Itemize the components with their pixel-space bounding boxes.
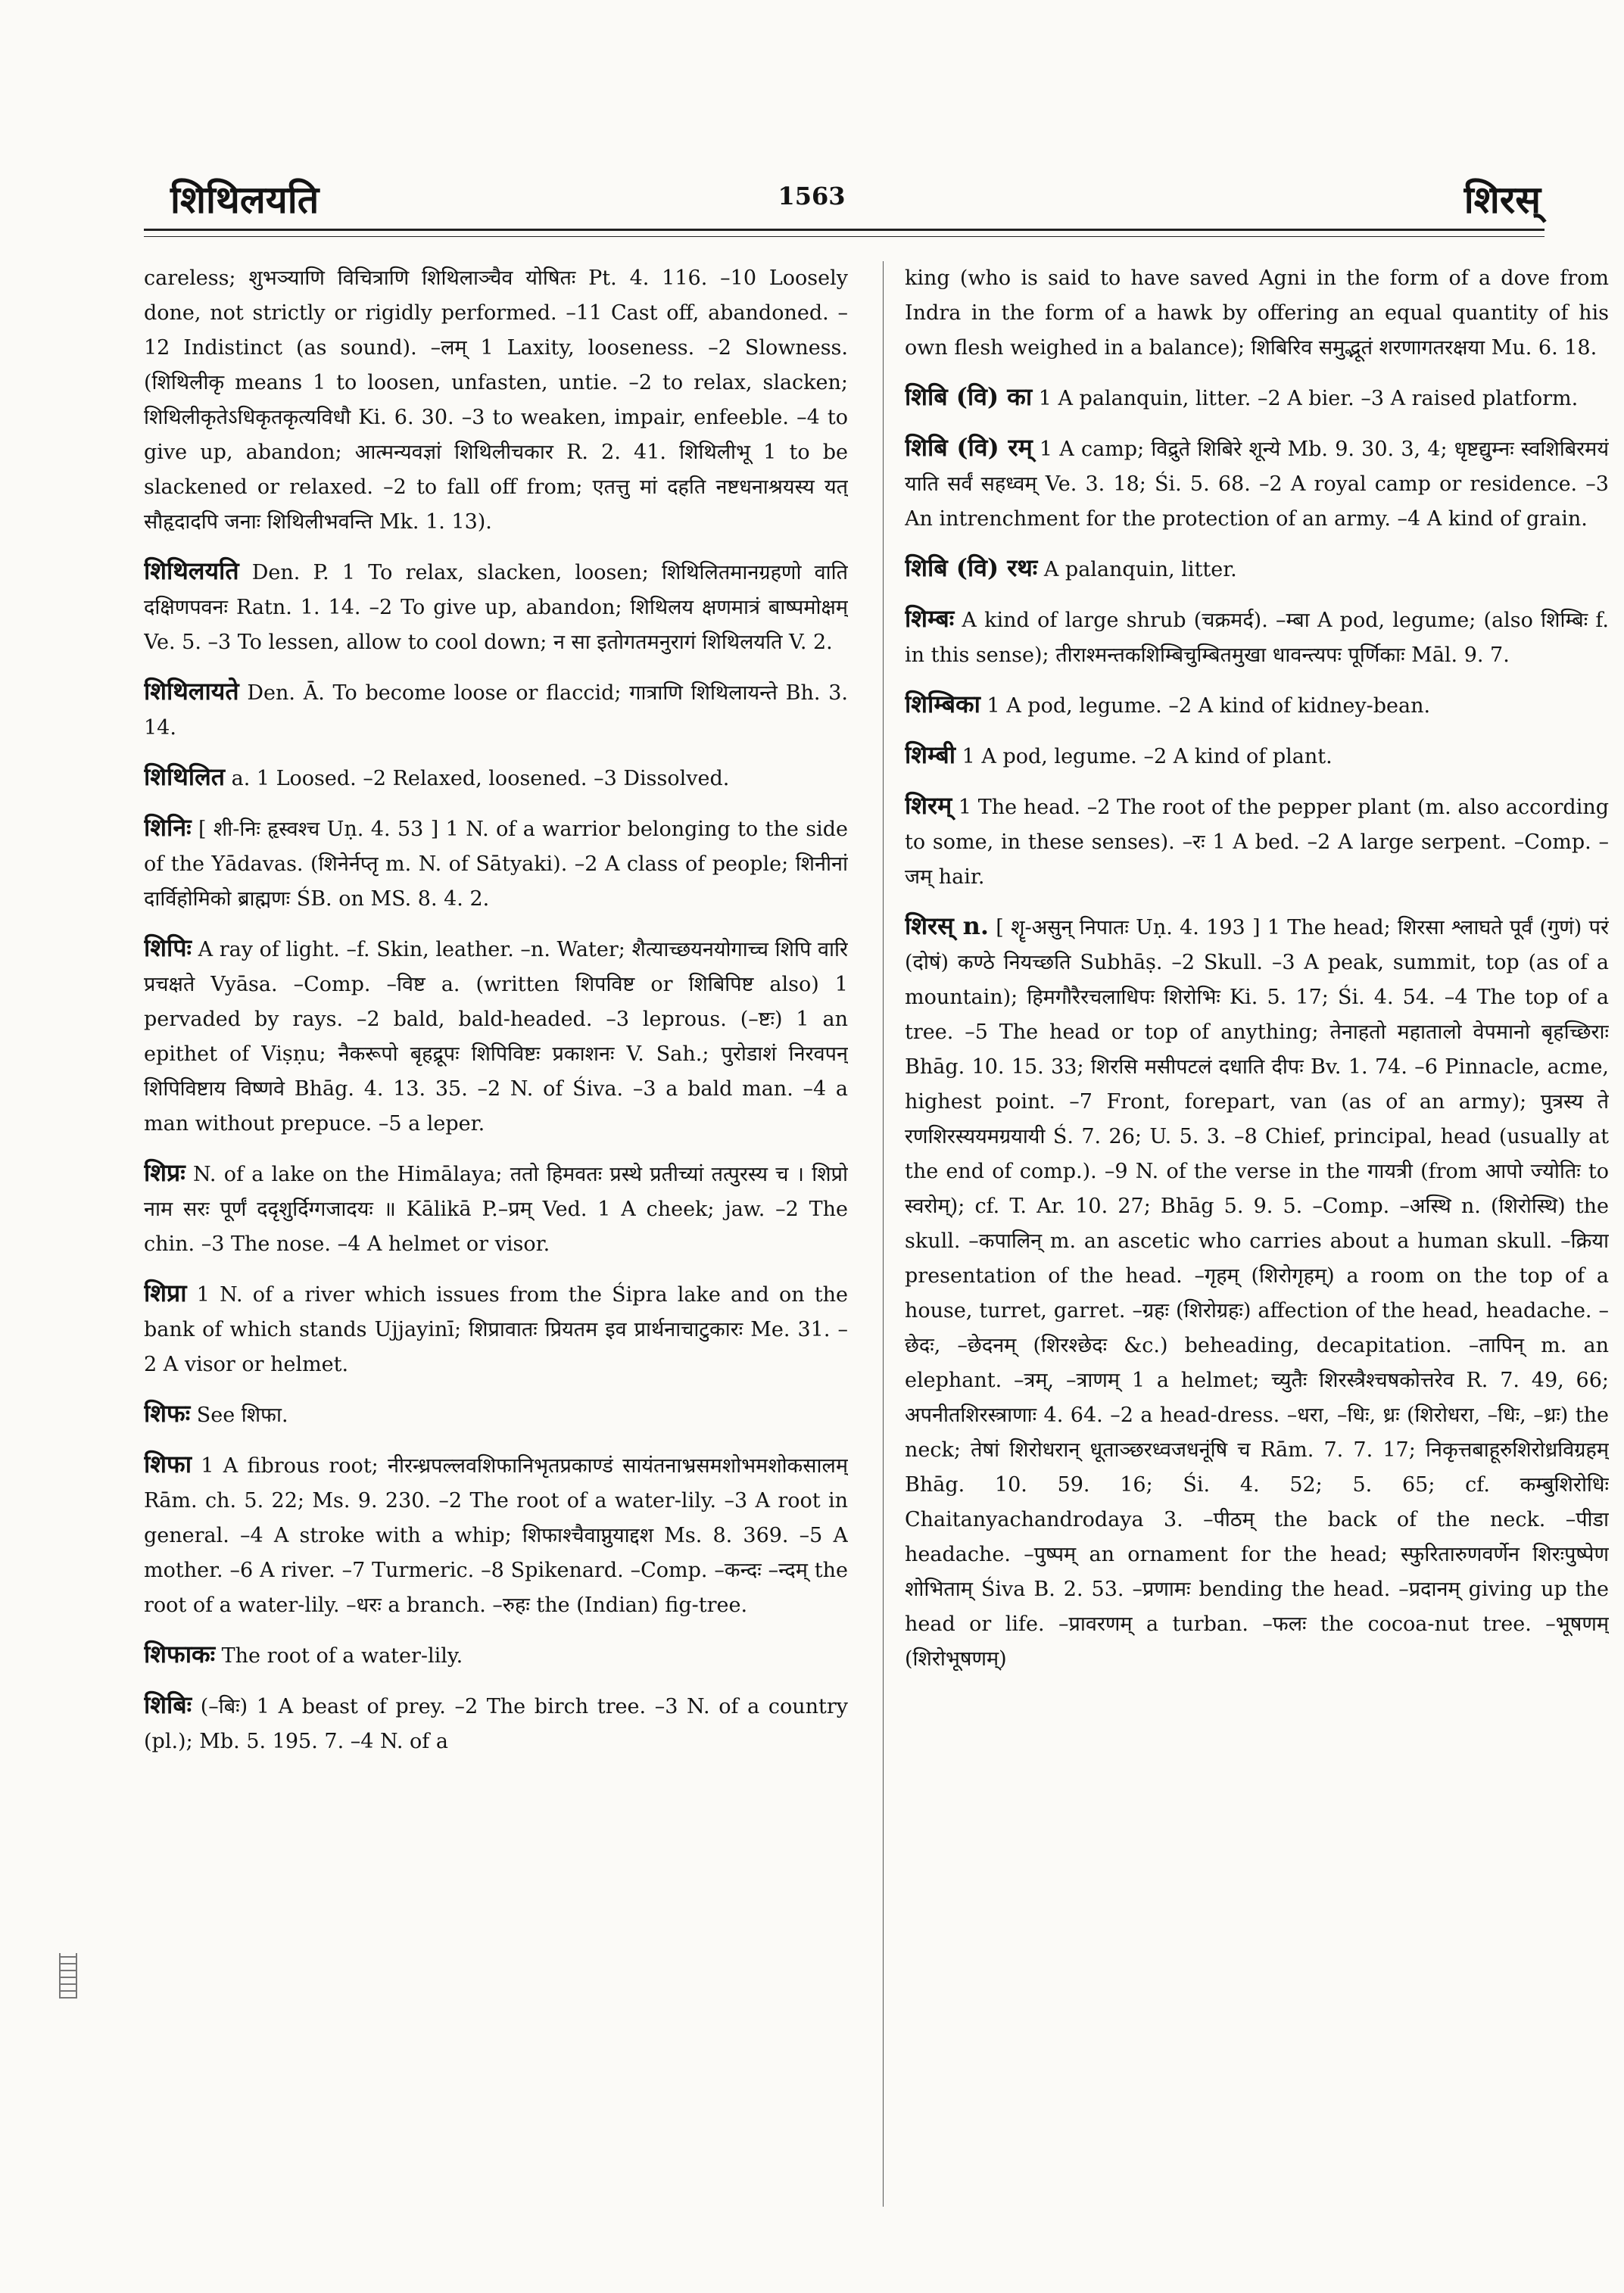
dictionary-entry [905,687,1609,724]
entry-body: a. 1 Loosed. –2 Relaxed, loosened. –3 Dissolved. [225,767,730,790]
entry-headword: शिरम् [905,791,952,820]
left-continuation: careless; शुभञ्याणि विचित्राणि शिथिलाञ्चैव योषितः Pt. 4. 116. –10 Loosely done, not strictly or rigidly performed. –11 Cast off, abandoned. –12 Indistinct (as sound). –लम् 1 Laxity, looseness. –2 Slowness. (शिथिलीकृ means 1 to loosen, unfasten, untie. –2 to relax, slacken; शिथिलीकृतेऽधिकृतकृत्यविधौ Ki. 6. 30. –3 to weaken, impair, enfeeble. –4 to give up, abandon; आत्मन्यवज्ञां शिथिलीचकार R. 2. 41. शिथिलीभू 1 to be slackened or relaxed. –2 to fall off from; एतत्तु मां दहति नष्टधनाश्रयस्य यत् सौहृदादपि जनाः शिथिलीभवन्ति Mk. 1. 13). [144,266,848,534]
dictionary-entry [144,1276,848,1382]
margin-mark [59,1953,77,1999]
dictionary-entry [905,788,1609,895]
entry-headword: शिबि (वि) का [905,382,1033,411]
entry-body: 1 A camp; विद्रुते शिबिरे शून्ये Mb. 9. 30. 3, 4; धृष्टद्युम्नः स्वशिबिरमयं याति सर्वं सहध्वम् Ve. 3. 18; Śi. 5. 68. –2 A royal camp or residence. –3 An intrenchment for the protection of an army. –4 A kind of grain. [905,438,1609,531]
entry-headword: शिप्रा [144,1279,187,1307]
right-continuation: king (who is said to have saved Agni in the form of a dove from Indra in the form of a hawk by offering an equal quantity of his own flesh weighed in a balance); शिबिरिव समुद्भूतं शरणागतरक्षया Mu. 6. 18. [905,266,1609,360]
entry-body: 1 A palanquin, litter. –2 A bier. –3 A raised platform. [1032,387,1579,410]
entry-headword: शिबि (वि) रम् [905,433,1033,462]
entry-headword: शिथिलयति [144,556,239,585]
entry-headword: शिफः [144,1399,191,1428]
entry-body: Den. P. 1 To relax, slacken, loosen; शिथिलितमानग्रहणो वाति दक्षिणपवनः Ratn. 1. 14. –2 To give up, abandon; शिथिलय क्षणमात्रं बाष्पमोक्षम् Ve. 5. –3 To lessen, allow to cool down; न सा इतोगतमनुरागं शिथिलयति V. 2. [144,561,848,654]
dictionary-entry [905,601,1609,673]
entry-body: (–बिः) 1 A beast of prey. –2 The birch tree. –3 N. of a country (pl.); Mb. 5. 195. 7. –4 N. of a [144,1695,848,1753]
dictionary-entry [144,930,848,1142]
entry-body: A kind of large shrub (चक्रमर्द). –म्बा A pod, legume; (also शिम्बिः f. in this sense); तीराश्मन्तकशिम्बिचुम्बितमुखा धावन्त्यपः पूर्णिकाः Māl. 9. 7. [905,609,1609,667]
entry-headword: शिबिः [144,1690,192,1719]
dictionary-entry [144,674,848,746]
page-header [0,0,1624,227]
header-rule-thick [144,229,1545,231]
dictionary-entry [144,1155,848,1262]
dictionary-entry [144,810,848,917]
entry-body: The root of a water-lily. [215,1644,463,1668]
entry-body: 1 The head. –2 The root of the pepper plant (m. also according to some, in these senses). –रः 1 A bed. –2 A large serpent. –Comp. –जम् hair. [905,796,1609,889]
dictionary-entry [144,1447,848,1623]
entry-body: [ शॄ-असुन् निपातः Uṇ. 4. 193 ] 1 The head; शिरसा श्लाघते पूर्वं (गुणं) परं (दोषं) कण्ठे नियच्छति Subhāṣ. –2 Skull. –3 A peak, summit, top (as of a mountain); हिमगौरैरचलाधिपः शिरोभिः Ki. 5. 17; Śi. 4. 54. –4 The top of a tree. –5 The head or top of anything; तेनाहतो महातालो वेपमानो बृहच्छिराः Bhāg. 10. 15. 33; शिरसि मसीपटलं दधाति दीपः Bv. 1. 74. –6 Pinnacle, acme, highest point. –7 Front, forepart, van (as of an army); पुत्रस्य ते रणशिरस्ययमग्रयायी Ś. 7. 26; U. 5. 3. –8 Chief, principal, head (usually at the end of comp.). –9 N. of the verse in the गायत्री (from आपो ज्योतिः to स्वरोम्); cf. T. Ar. 10. 27; Bhāg 5. 9. 5. –Comp. –अस्थि n. (शिरोस्थि) the skull. –कपालिन् m. an ascetic who carries about a human skull. –क्रिया presentation of the head. –गृहम् (शिरोगृहम्) a room on the top of a house, turret, garret. –ग्रहः (शिरोग्रहः) affection of the head, headache. –छेदः, –छेदनम् (शिरश्छेदः &c.) beheading, decapitation. –तापिन् m. an elephant. –त्रम्, –त्राणम् 1 a helmet; च्युतैः शिरस्त्रैश्चषकोत्तरेव R. 7. 49, 66; अपनीतशिरस्त्राणाः 4. 64. –2 a head-dress. –धरा, –धिः, ध्रः (शिरोधरा, –धिः, –ध्रः) the neck; तेषां शिरोधरान् धूताञ्छरध्वजधनूंषि च Rām. 7. 7. 17; निकृत्तबाहूरुशिरोध्रविग्रहम् Bhāg. 10. 59. 16; Śi. 4. 52; 5. 65; cf. कम्बुशिरोधिः Chaitanyachandrodaya 3. –पीठम् the back of the neck. –पीडा headache. –पुष्पम् an ornament for the head; स्फुरितारुणवर्णेन शिरःपुष्पेण शोभिताम् Śiva B. 2. 53. –प्रणामः bending the head. –प्रदानम् giving up the head or life. –प्रावरणम् a turban. –फलः the cocoa-nut tree. –भूषणम् (शिरोभूषणम्) [905,916,1609,1671]
entry-headword: शिनिः [144,813,192,842]
dictionary-entry [144,759,848,796]
dictionary-entry [144,1396,848,1433]
header-rule-thin [144,236,1545,237]
left-column [144,261,848,2214]
entry-body: Den. Ā. To become loose or flaccid; गात्राणि शिथिलायन्ते Bh. 3. 14. [144,681,848,740]
entry-headword: शिप्रः [144,1158,185,1187]
page-number: 1563 [778,182,846,210]
entry-body: A ray of light. –f. Skin, leather. –n. Water; शैत्याच्छयनयोगाच्च शिपि वारि प्रचक्षते Vyāsa. –Comp. –विष्ट a. (written शिपविष्ट or शिबिपिष्ट also) 1 pervaded by rays. –2 bald, bald-headed. –3 leprous. (–ष्टः) 1 an epithet of Viṣṇu; नैकरूपो बृहद्रूपः शिपिविष्टः प्रकाशनः V. Sah.; पुरोडाशं निरवपन् शिपिविष्टाय विष्णवे Bhāg. 4. 13. 35. –2 N. of Śiva. –3 a bald man. –4 a man without prepuce. –5 a leper. [144,938,848,1136]
entry-headword: शिथिलित [144,762,226,791]
dictionary-entry [144,1687,848,1759]
dictionary-entry [905,379,1609,416]
entry-headword: शिथिलायते [144,677,239,706]
entry-body: 1 N. of a river which issues from the Śipra lake and on the bank of which stands Ujjayinī; शिप्रावातः प्रियतम इव प्रार्थनाचाटुकारः Me. 31. –2 A visor or helmet. [144,1283,848,1376]
dictionary-entry [144,1637,848,1674]
entry-body: 1 A pod, legume. –2 A kind of plant. [955,745,1333,768]
entry-headword: शिबि (वि) रथः [905,553,1038,582]
guide-word-right: शिरस् [1463,177,1541,222]
entry-headword: शिफाकः [144,1640,216,1668]
entry-body: N. of a lake on the Himālaya; ततो हिमवतः प्रस्थे प्रतीच्यां तत्पुरस्य च । शिप्रो नाम सरः पूर्णं ददृशुर्दिग्गजादयः ॥ Kālikā P.–प्रम् Ved. 1 A cheek; jaw. –2 The chin. –3 The nose. –4 A helmet or visor. [144,1163,848,1256]
entry-body: 1 A fibrous root; नीरन्ध्रपल्लवशिफानिभृतप्रकाण्डं सायंतनाभ्रसमशोभमशोकसालम् Rām. ch. 5. 22; Ms. 9. 230. –2 The root of a water-lily. –3 A root in general. –4 A stroke with a whip; शिफाश्चैवाप्नुयाद्दश Ms. 8. 369. –5 A mother. –6 A river. –7 Turmeric. –8 Spikenard. –Comp. –कन्दः –न्दम् the root of a water-lily. –धरः a branch. –रुहः the (Indian) fig-tree. [144,1454,848,1617]
entry-headword: शिरस् n. [905,911,990,940]
dictionary-entry [144,553,848,660]
entry-body: See शिफा. [190,1404,288,1427]
dictionary-entry [905,550,1609,587]
entry-body: A palanquin, litter. [1037,558,1237,581]
entry-headword: शिम्बिका [905,690,980,718]
entry-headword: शिफा [144,1450,192,1478]
entry-headword: शिम्बी [905,740,956,769]
dictionary-entry [905,430,1609,537]
dictionary-entry [905,908,1609,1677]
right-column [905,261,1609,2214]
guide-word-left: शिथिलयति [170,177,320,222]
entry-headword: शिपिः [144,933,192,962]
column-divider [883,261,884,2207]
entry-body: [ शी-निः हृस्वश्च Uṇ. 4. 53 ] 1 N. of a warrior belonging to the side of the Yādavas. (शिनेर्नप्तृ m. N. of Sātyaki). –2 A class of people; शिनीनां दार्विहोमिको ब्राह्मणः ŚB. on MS. 8. 4. 2. [144,818,848,911]
entry-headword: शिम्बः [905,604,955,633]
entry-body: 1 A pod, legume. –2 A kind of kidney-bean. [980,694,1431,718]
dictionary-entry [905,737,1609,774]
